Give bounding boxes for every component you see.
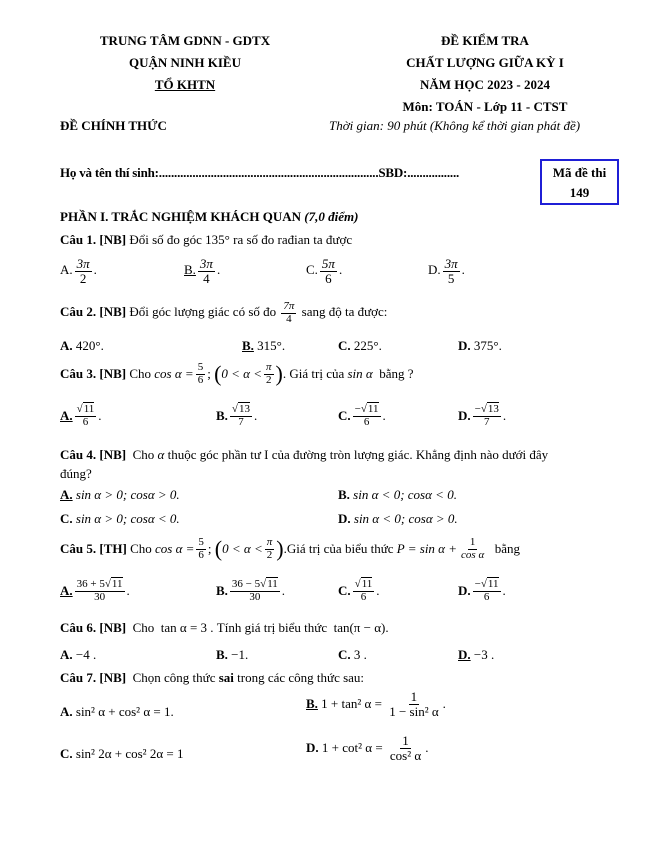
- option-d[interactable]: D. $\frac{3\pi}{5}$ .: [428, 256, 465, 286]
- question-3-options: [60, 404, 620, 438]
- school-header: [60, 30, 310, 96]
- option-a[interactable]: A. $\frac{3\pi}{2}$ .: [60, 256, 97, 286]
- option-a[interactable]: A. −4 .: [60, 647, 97, 662]
- question-3: Câu 3. [NB] Cho cos α = $\frac{5}{6}$ ; ( 0 < α < $\frac{\pi}{2}$ ) . Giá trị của sin α bằng ?: [60, 361, 414, 387]
- option-a[interactable]: A. sin α > 0; cosα > 0.: [60, 487, 180, 502]
- question-2-options: [60, 338, 620, 356]
- option-a[interactable]: A. sin² α + cos² α = 1.: [60, 704, 174, 719]
- option-b[interactable]: B. sin α < 0; cosα < 0.: [338, 487, 457, 502]
- department-name: TỔ KHTN: [154, 77, 216, 92]
- exam-subtitle: CHẤT LƯỢNG GIỮA KỲ I: [406, 55, 564, 70]
- subject-line: Môn: TOÁN - Lớp 11 - CTST: [402, 99, 568, 114]
- option-d[interactable]: D. sin α < 0; cosα > 0.: [338, 511, 458, 526]
- question-2: Câu 2. [NB] Đổi góc lượng giác có số đo $\frac{7\pi}{4}$ sang độ ta được:: [60, 300, 388, 325]
- official-label: ĐỀ CHÍNH THỨC: [60, 118, 167, 133]
- question-6: Câu 6. [NB] Cho tan α = 3 . Tính giá trị biểu thức tan(π − α).: [60, 620, 389, 635]
- option-c[interactable]: C. sin α > 0; cosα < 0.: [60, 511, 180, 526]
- option-b[interactable]: B. $\frac{3\pi}{4}$ .: [184, 256, 221, 286]
- question-label: Câu 2. [NB]: [60, 304, 127, 320]
- question-label: Câu 5. [TH]: [60, 541, 127, 557]
- question-label: Câu 3. [NB]: [60, 366, 127, 382]
- student-name-field: Họ và tên thí sinh:........................................................................SBD:.................: [60, 165, 460, 180]
- exam-duration: Thời gian: 90 phút (Không kể thời gian phát đề): [329, 118, 581, 133]
- question-7: Câu 7. [NB] Chọn công thức sai trong các công thức sau:: [60, 670, 365, 685]
- option-d[interactable]: D. −3 .: [458, 647, 495, 662]
- option-b[interactable]: B. −1.: [216, 647, 249, 662]
- exam-title: ĐỀ KIỂM TRA: [441, 33, 529, 48]
- option-a[interactable]: A. 420°.: [60, 338, 104, 353]
- exam-code-box: [540, 159, 619, 205]
- question-label: Câu 6. [NB]: [60, 620, 127, 635]
- option-d[interactable]: D. 375°.: [458, 338, 502, 353]
- option-d[interactable]: D. 1 + cot² α = $\frac{1}{\text{cos² α}}$ .: [306, 733, 429, 763]
- option-b[interactable]: B. 1 + tan² α = $\frac{1}{\text{1 − sin² α}}$ .: [306, 689, 446, 719]
- option-b[interactable]: B. $\frac{36 - 5√11}{30}$ .: [216, 578, 286, 603]
- section-title: PHẦN I. TRẮC NGHIỆM KHÁCH QUAN (7,0 điểm): [60, 209, 359, 224]
- question-7-options: [60, 690, 620, 780]
- school-year: NĂM HỌC 2023 - 2024: [420, 77, 550, 92]
- question-label: Câu 7. [NB]: [60, 670, 127, 685]
- exam-header: [350, 30, 620, 118]
- option-c[interactable]: C. sin² 2α + cos² 2α = 1: [60, 746, 184, 761]
- district-name: QUẬN NINH KIỀU: [129, 55, 241, 70]
- option-d[interactable]: D. $\frac{-√13}{7}$ .: [458, 403, 507, 428]
- option-a[interactable]: A. $\frac{√11}{6}$ .: [60, 403, 102, 428]
- option-b[interactable]: B. 315°.: [242, 338, 286, 353]
- question-4: Câu 4. [NB] Cho α thuộc góc phần tư I của đường tròn lượng giác. Khẳng định nào dưới đây đúng?: [60, 447, 549, 481]
- option-c[interactable]: C. 3 .: [338, 647, 367, 662]
- option-c[interactable]: C. $\frac{5\pi}{6}$ .: [306, 256, 343, 286]
- exam-code-label: Mã đề thi: [552, 165, 607, 180]
- question-5-options: [60, 579, 620, 613]
- question-6-options: [60, 647, 620, 665]
- option-c[interactable]: C. $\frac{√11}{6}$ .: [338, 578, 380, 603]
- option-c[interactable]: C. $\frac{-√11}{6}$ .: [338, 403, 386, 428]
- option-a[interactable]: A. $\frac{36 + 5√11}{30}$ .: [60, 578, 130, 603]
- question-1: [60, 232, 352, 248]
- exam-code-value: 149: [569, 185, 590, 200]
- option-d[interactable]: D. $\frac{-√11}{6}$ .: [458, 578, 506, 603]
- question-label: Câu 1. [NB]: [60, 232, 127, 247]
- question-label: Câu 4. [NB]: [60, 447, 127, 462]
- section-points: (7,0 điểm): [304, 209, 359, 224]
- question-5: Câu 5. [TH] Cho cos α = $\frac{5}{6}$ ; ( 0 < α < $\frac{\pi}{2}$ ) .Giá trị của biểu thức P = sin α + $\frac{1}{\text{cos α}}$ bằng: [60, 536, 520, 562]
- option-c[interactable]: C. 225°.: [338, 338, 382, 353]
- option-b[interactable]: B. $\frac{√13}{7}$ .: [216, 403, 258, 428]
- school-name: TRUNG TÂM GDNN - GDTX: [99, 33, 271, 48]
- question-4-options: [60, 487, 620, 527]
- question-text: Đổi số đo góc 135° ra số đo rađian ta được: [126, 232, 353, 247]
